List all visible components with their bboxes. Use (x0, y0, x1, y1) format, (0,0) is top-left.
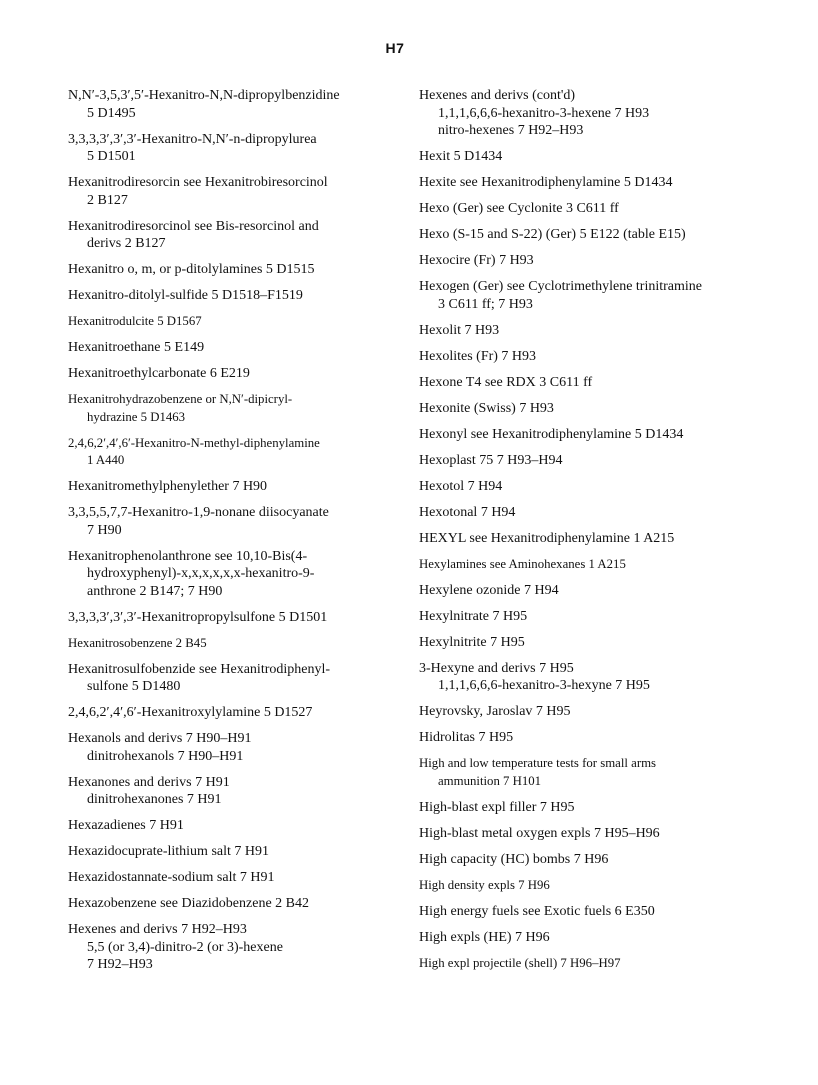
entry-heading: Hexonyl see Hexanitrodiphenylamine 5 D1434 (419, 426, 684, 442)
index-entry (419, 504, 749, 522)
entry-heading: Hexanitrosulfobenzide see Hexanitrodiphenyl- (68, 661, 331, 677)
entry-heading: Hexanitrodulcite 5 D1567 (68, 314, 202, 328)
entry-subline: 2 B127 (87, 192, 128, 208)
entry-heading: Hexanitroethane 5 E149 (68, 340, 205, 355)
entry-subline: dinitrohexanones 7 H91 (87, 792, 222, 807)
entry-heading: Hexoplast 75 7 H93–H94 (419, 452, 563, 468)
entry-subline: nitro-hexenes 7 H92–H93 (438, 123, 584, 138)
entry-heading: Hexotol 7 H94 (419, 478, 503, 494)
entry-subline: hydrazine 5 D1463 (87, 409, 186, 424)
index-entry (419, 755, 749, 790)
entry-heading: Hexo (S-15 and S-22) (Ger) 5 E122 (table E15) (419, 227, 686, 242)
index-entry (68, 313, 393, 331)
index-entry (419, 200, 749, 218)
index-entry (419, 226, 749, 244)
entry-heading: Heyrovsky, Jaroslav 7 H95 (419, 704, 571, 719)
index-entry (419, 825, 749, 843)
entry-heading: Hexanitro-ditolyl-sulfide 5 D1518–F1519 (68, 288, 303, 303)
index-entry (68, 661, 393, 696)
entry-heading: Hexanitrodiresorcinol see Bis-resorcinol and (68, 218, 319, 234)
entry-subline: 5 D1501 (87, 149, 136, 164)
entry-subline: sulfone 5 D1480 (87, 679, 181, 694)
entry-subline: derivs 2 B127 (87, 236, 166, 251)
entry-heading: Hexanones and derivs 7 H91 (68, 774, 230, 790)
index-entry (68, 921, 393, 974)
entry-heading: Hexo (Ger) see Cyclonite 3 C611 ff (419, 201, 619, 216)
entry-heading: High-blast metal oxygen expls 7 H95–H96 (419, 825, 660, 841)
index-entry (419, 148, 749, 166)
index-entry (419, 955, 749, 973)
index-entry (68, 478, 393, 496)
entry-heading: Hexolit 7 H93 (419, 322, 500, 338)
index-entry (68, 87, 393, 122)
index-entry (419, 452, 749, 470)
index-entry (419, 851, 749, 869)
entry-subline: 7 H90 (87, 522, 122, 538)
index-entry (68, 869, 393, 887)
entry-subline: 5 D1495 (87, 105, 136, 121)
entry-heading: Hexazadienes 7 H91 (68, 818, 184, 833)
entry-subline: ammunition 7 H101 (438, 773, 542, 788)
entry-subline: anthrone 2 B147; 7 H90 (87, 583, 223, 599)
entry-heading: Hexylene ozonide 7 H94 (419, 582, 559, 598)
index-entry (68, 287, 393, 305)
entry-heading: Hidrolitas 7 H95 (419, 730, 514, 745)
entry-heading: Hexotonal 7 H94 (419, 504, 516, 520)
index-entry (68, 504, 393, 539)
entry-heading: Hexolites (Fr) 7 H93 (419, 348, 537, 364)
entry-heading: High expls (HE) 7 H96 (419, 929, 550, 945)
index-entry (419, 348, 749, 366)
index-entry (68, 548, 393, 601)
index-entry (419, 703, 749, 721)
page-number-header: H7 (385, 40, 405, 56)
index-entry (419, 374, 749, 392)
index-entry (419, 174, 749, 192)
entry-heading: 3,3,5,5,7,7-Hexanitro-1,9-nonane diisocyanate (68, 505, 329, 520)
entry-heading: Hexanols and derivs 7 H90–H91 (68, 731, 252, 746)
index-column-left (68, 87, 393, 982)
entry-heading: 2,4,6,2′,4′,6′-Hexanitro-N-methyl-diphenylamine (68, 435, 320, 450)
index-entry (419, 660, 749, 695)
entry-heading: High expl projectile (shell) 7 H96–H97 (419, 955, 621, 970)
index-entry (419, 729, 749, 747)
index-entry (419, 278, 749, 313)
index-entry (68, 817, 393, 835)
index-entry (68, 704, 393, 722)
index-entry (419, 556, 749, 574)
entry-heading: Hexite see Hexanitrodiphenylamine 5 D1434 (419, 175, 673, 190)
entry-heading: 3,3,3,3′,3′,3′-Hexanitropropylsulfone 5 D1501 (68, 609, 328, 625)
index-entry (68, 895, 393, 913)
entry-heading: Hexanitrodiresorcin see Hexanitrobiresorcinol (68, 175, 328, 190)
index-entry (419, 582, 749, 600)
index-entry (68, 635, 393, 653)
entry-heading: N,N′-3,5,3′,5′-Hexanitro-N,N-dipropylbenzidine (68, 88, 340, 103)
index-entry (419, 322, 749, 340)
entry-subline: 7 H92–H93 (87, 957, 153, 972)
index-entry (68, 131, 393, 166)
index-entry (68, 174, 393, 209)
entry-heading: Hexit 5 D1434 (419, 149, 503, 164)
index-entry (68, 339, 393, 357)
entry-subline: 5,5 (or 3,4)-dinitro-2 (or 3)-hexene (87, 939, 283, 955)
index-entry (419, 903, 749, 921)
entry-subline: 1,1,1,6,6,6-hexanitro-3-hexene 7 H93 (438, 105, 650, 121)
index-entry (419, 252, 749, 270)
index-entry (419, 426, 749, 444)
entry-heading: Hexazidocuprate-lithium salt 7 H91 (68, 844, 269, 859)
index-entry (419, 87, 749, 140)
entry-heading: Hexone T4 see RDX 3 C611 ff (419, 374, 593, 390)
entry-heading: 2,4,6,2′,4′,6′-Hexanitroxylylamine 5 D1527 (68, 705, 313, 720)
entry-subline: 3 C611 ff; 7 H93 (438, 296, 533, 312)
index-entry (68, 391, 393, 426)
entry-heading: High density expls 7 H96 (419, 877, 550, 892)
index-entry (68, 365, 393, 383)
index-entry (68, 609, 393, 627)
index-entry (419, 929, 749, 947)
index-column-right (419, 87, 749, 981)
entry-subline: dinitrohexanols 7 H90–H91 (87, 748, 244, 764)
entry-heading: Hexanitrosobenzene 2 B45 (68, 635, 207, 650)
entry-heading: Hexenes and derivs (cont'd) (419, 88, 576, 103)
index-entry (419, 400, 749, 418)
index-entry (419, 478, 749, 496)
index-entry (419, 634, 749, 652)
entry-heading: Hexocire (Fr) 7 H93 (419, 253, 534, 268)
index-entry (68, 774, 393, 809)
entry-heading: Hexanitroethylcarbonate 6 E219 (68, 366, 250, 381)
entry-heading: Hexanitromethylphenylether 7 H90 (68, 479, 268, 494)
entry-subline: hydroxyphenyl)-x,x,x,x,x,x-hexanitro-9- (87, 566, 315, 581)
entry-heading: High and low temperature tests for small arms (419, 756, 657, 770)
index-entry (68, 435, 393, 470)
entry-heading: Hexenes and derivs 7 H92–H93 (68, 922, 247, 937)
entry-heading: High energy fuels see Exotic fuels 6 E350 (419, 903, 655, 919)
entry-heading: Hexylnitrate 7 H95 (419, 608, 528, 624)
entry-heading: Hexylnitrite 7 H95 (419, 634, 525, 650)
index-entry (68, 843, 393, 861)
entry-subline: 1 A440 (87, 453, 125, 467)
index-entry (419, 799, 749, 817)
index-entry (419, 608, 749, 626)
index-entry (419, 530, 749, 548)
entry-heading: High capacity (HC) bombs 7 H96 (419, 851, 609, 867)
entry-heading: Hexazobenzene see Diazidobenzene 2 B42 (68, 896, 309, 911)
index-entry (68, 730, 393, 765)
entry-heading: HEXYL see Hexanitrodiphenylamine 1 A215 (419, 530, 675, 546)
entry-heading: Hexanitrohydrazobenzene or N,N′-dipicryl- (68, 392, 293, 406)
entry-heading: Hexogen (Ger) see Cyclotrimethylene trinitramine (419, 279, 703, 294)
index-entry (68, 261, 393, 279)
entry-heading: 3-Hexyne and derivs 7 H95 (419, 660, 574, 676)
entry-heading: Hexazidostannate-sodium salt 7 H91 (68, 870, 275, 885)
index-entry (419, 877, 749, 895)
entry-heading: High-blast expl filler 7 H95 (419, 799, 575, 815)
entry-heading: Hexanitrophenolanthrone see 10,10-Bis(4- (68, 548, 308, 564)
index-entry (68, 218, 393, 253)
entry-heading: Hexonite (Swiss) 7 H93 (419, 400, 554, 416)
entry-heading: 3,3,3,3′,3′,3′-Hexanitro-N,N′-n-dipropylurea (68, 131, 317, 147)
entry-heading: Hexanitro o, m, or p-ditolylamines 5 D1515 (68, 262, 315, 277)
entry-heading: Hexylamines see Aminohexanes 1 A215 (419, 556, 626, 571)
entry-subline: 1,1,1,6,6,6-hexanitro-3-hexyne 7 H95 (438, 678, 650, 693)
